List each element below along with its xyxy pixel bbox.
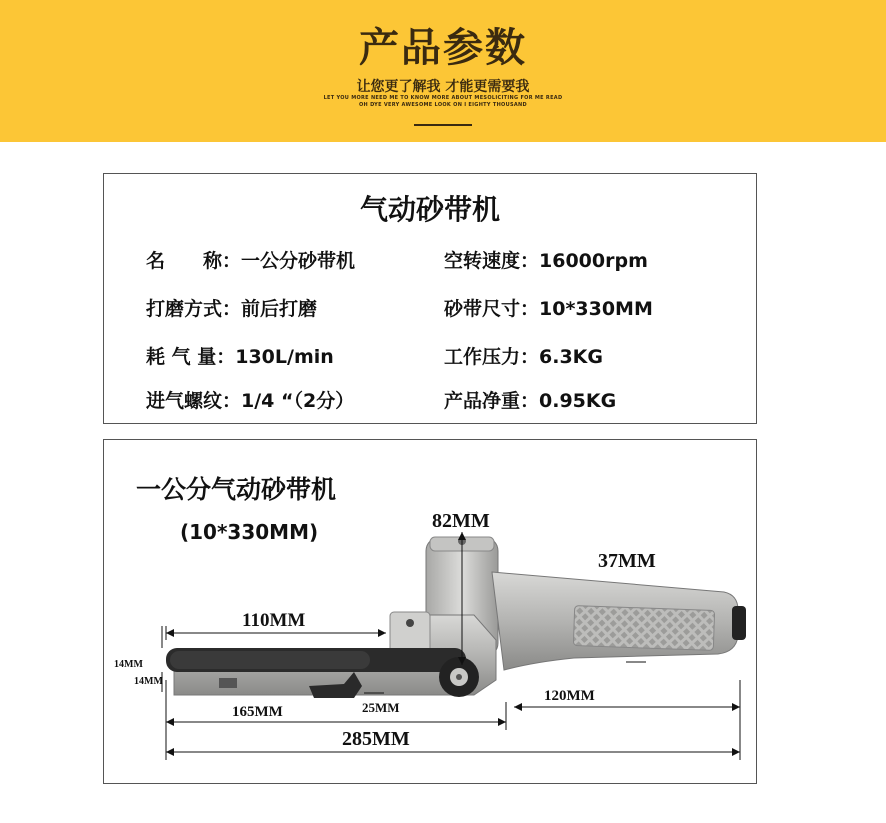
spec-row-inlet-thread [146,386,354,413]
spec-value: 一公分砂带机 [241,250,356,272]
spec-title: 气动砂带机 [359,193,500,226]
diagram-title: 一公分气动砂带机 [136,475,337,504]
spec-value: 16000rpm [539,250,648,272]
spec-row-method [146,294,317,321]
spec-row-pressure [444,342,603,369]
header-banner [0,0,886,142]
dim-front: 165MM [232,704,283,720]
spec-key: 名 称： [146,250,242,272]
handle [492,572,746,670]
spec-value: 130L/min [235,346,334,368]
spec-key: 打磨方式： [146,298,242,320]
spec-key: 空转速度： [444,250,540,272]
spec-row-name [146,246,355,273]
banner-title: 产品参数 [359,25,527,71]
spec-row-belt-size [444,294,653,321]
spec-key: 耗 气 量： [146,346,236,368]
dimension-diagram-panel [103,439,757,784]
dim-total: 285MM [342,728,410,750]
spec-key: 进气螺纹： [146,390,242,412]
dim-belt-height-2: 14MM [134,676,163,687]
spec-row-air-consumption [146,342,334,369]
dim-wheel: 25MM [362,700,400,715]
dim-height: 82MM [432,510,490,532]
banner-english-line-2: OH DYE VERY AWESOME LOOK ON I EIGHTY THOUSAND [359,102,527,108]
spec-key: 产品净重： [444,390,540,412]
spec-value: 0.95KG [539,390,617,412]
banner-english-line-1: LET YOU MORE NEED ME TO KNOW MORE ABOUT MESOLICITING FOR ME READ [323,95,563,101]
spec-row-weight [444,386,616,413]
spec-key: 工作压力： [444,346,540,368]
diagram-subtitle: (10*330MM) [180,520,319,544]
dim-arm: 110MM [242,610,306,631]
spec-key: 砂带尺寸： [444,298,540,320]
dim-rear: 120MM [544,688,595,704]
spec-value: 前后打磨 [241,298,318,320]
banner-subtitle: 让您更了解我 才能更需要我 [356,79,530,95]
banner-divider [414,124,472,126]
spec-panel [103,173,757,424]
spec-row-speed [444,246,648,273]
spec-value: 1/4 “（2分） [241,390,355,412]
contact-wheel [439,657,479,697]
spec-value: 6.3KG [539,346,603,368]
spec-value: 10*330MM [539,298,653,320]
dim-handle: 37MM [598,550,656,572]
dim-belt-height-1: 14MM [114,659,143,670]
